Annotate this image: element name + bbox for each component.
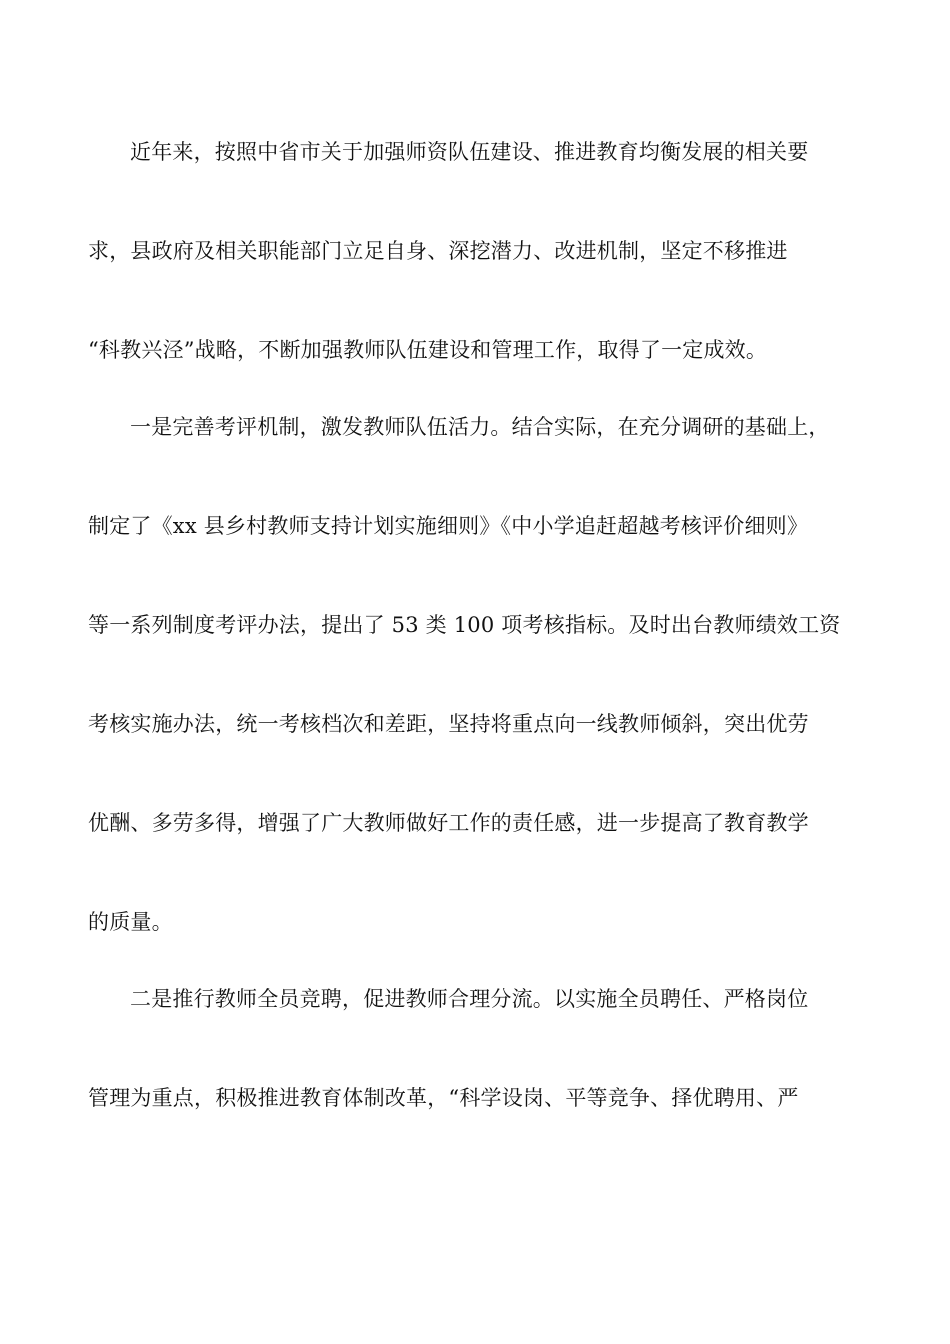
paragraph-1-line-1: 近年来，按照中省市关于加强师资队伍建设、推进教育均衡发展的相关要	[130, 140, 809, 164]
paragraph-1-line-3: “科教兴泾”战略，不断加强教师队伍建设和管理工作，取得了一定成效。	[88, 338, 768, 362]
paragraph-2-line-2: 制定了《xx 县乡村教师支持计划实施细则》《中小学追赶超越考核评价细则》	[88, 514, 809, 538]
paragraph-1-line-2: 求，县政府及相关职能部门立足自身、深挖潜力、改进机制，坚定不移推进	[88, 239, 788, 263]
paragraph-2-line-4: 考核实施办法，统一考核档次和差距，坚持将重点向一线教师倾斜，突出优劳	[88, 712, 809, 736]
paragraph-2-line-3: 等一系列制度考评办法，提出了 53 类 100 项考核指标。及时出台教师绩效工资	[88, 613, 841, 637]
paragraph-2-line-1: 一是完善考评机制，激发教师队伍活力。结合实际，在充分调研的基础上，	[130, 415, 830, 439]
paragraph-2-line-5: 优酬、多劳多得，增强了广大教师做好工作的责任感，进一步提高了教育教学	[88, 811, 809, 835]
paragraph-2-line-6: 的质量。	[88, 910, 173, 934]
paragraph-3-line-1: 二是推行教师全员竞聘，促进教师合理分流。以实施全员聘任、严格岗位	[130, 987, 809, 1011]
paragraph-3-line-2: 管理为重点，积极推进教育体制改革，“科学设岗、平等竞争、择优聘用、严	[88, 1086, 799, 1110]
